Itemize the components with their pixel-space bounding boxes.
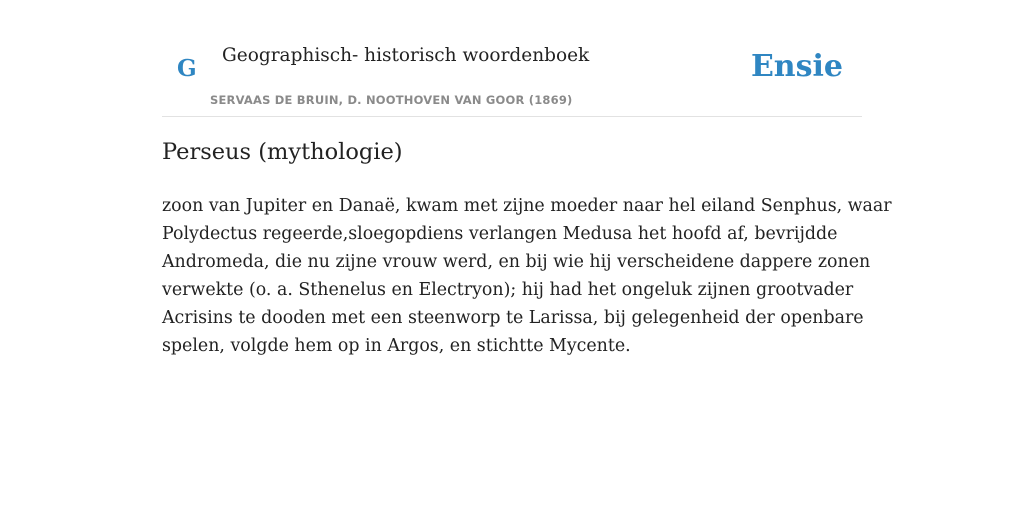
- entry-body-line: Acrisins te dooden met een steenworp te Larissa, bij gelegenheid der openbare: [162, 308, 864, 328]
- entry-body-line: zoon van Jupiter en Danaë, kwam met zijne moeder naar hel eiland Senphus, waar: [162, 196, 892, 216]
- entry-body: [162, 192, 892, 360]
- entry-body-line: Andromeda, die nu zijne vrouw werd, en bij wie hij verscheidene dappere zonen: [162, 252, 871, 272]
- entry-title: Perseus (mythologie): [162, 139, 403, 165]
- book-header: [162, 0, 862, 117]
- entry-body-line: Polydectus regeerde,sloegopdiens verlangen Medusa het hoofd af, bevrijdde: [162, 224, 838, 244]
- book-letter-badge[interactable]: G: [177, 55, 197, 82]
- book-title-link[interactable]: Geographisch- historisch woordenboek: [222, 45, 590, 66]
- ensie-logo-link[interactable]: Ensie: [750, 49, 843, 84]
- entry-body-line: verwekte (o. a. Sthenelus en Electryon); hij had het ongeluk zijnen grootvader: [162, 280, 854, 300]
- entry-body-line: spelen, volgde hem op in Argos, en stichtte Mycente.: [162, 336, 631, 356]
- book-authors: SERVAAS DE BRUIN, D. NOOTHOVEN VAN GOOR (1869): [210, 93, 573, 107]
